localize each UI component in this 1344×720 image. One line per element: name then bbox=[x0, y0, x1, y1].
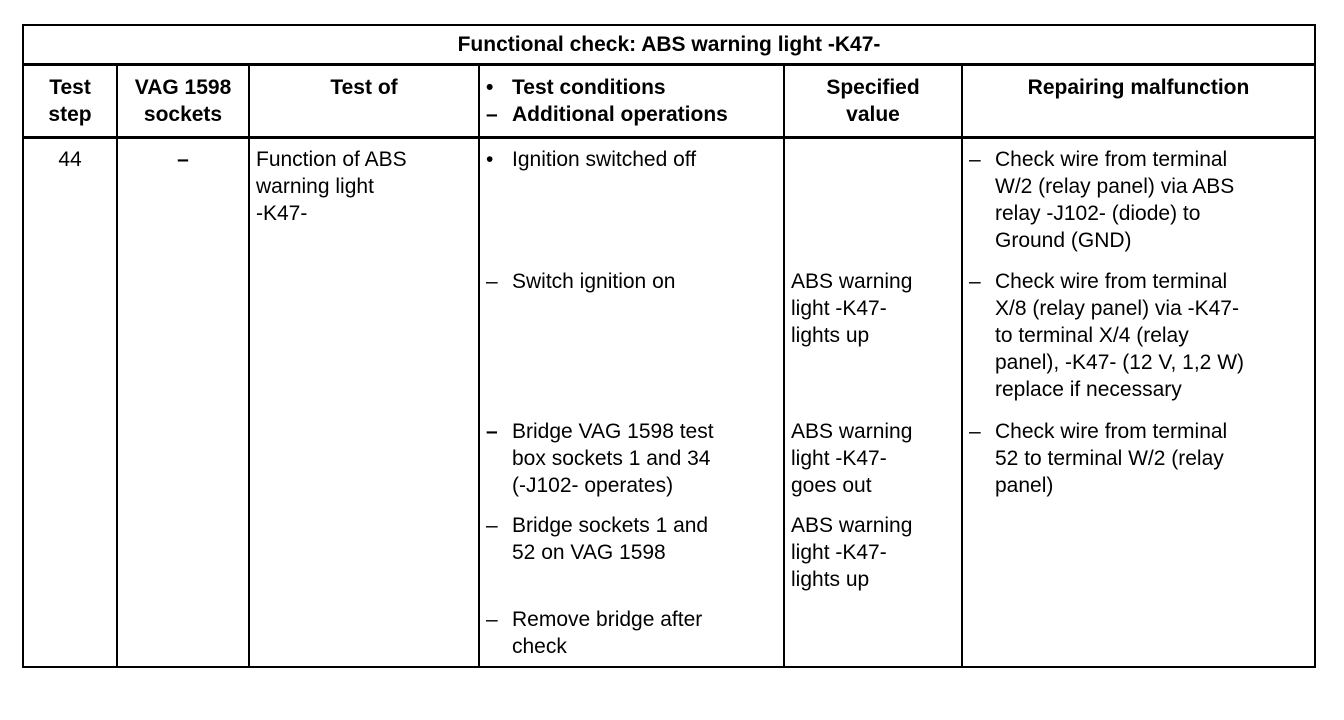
text-line: light -K47- bbox=[791, 541, 887, 564]
text-line: Check wire from terminal bbox=[995, 420, 1228, 443]
dash-marker: – bbox=[486, 270, 498, 293]
text-line: -K47- bbox=[256, 202, 308, 225]
text-line: Remove bridge after bbox=[512, 608, 703, 631]
text-line: relay -J102- (diode) to bbox=[995, 202, 1201, 225]
text-line: replace if necessary bbox=[995, 378, 1182, 401]
header-sockets bbox=[118, 74, 248, 128]
header-conditions bbox=[486, 74, 781, 128]
dash-marker: – bbox=[969, 270, 981, 293]
condition-item bbox=[486, 606, 781, 660]
repair-item bbox=[969, 146, 1312, 254]
condition-item bbox=[486, 146, 781, 173]
header-text: sockets bbox=[143, 103, 223, 126]
specified-value bbox=[791, 418, 959, 499]
text-line: Bridge VAG 1598 test bbox=[512, 420, 714, 443]
text-line: light -K47- bbox=[791, 447, 887, 470]
condition-item bbox=[486, 268, 781, 295]
column-divider bbox=[248, 66, 250, 666]
text-line: Function of ABS bbox=[256, 148, 407, 171]
text-line: warning light bbox=[256, 175, 374, 198]
text-line: (-J102- operates) bbox=[512, 474, 674, 497]
text-line: check bbox=[512, 635, 567, 658]
repair-item bbox=[969, 268, 1312, 403]
text-line: Ignition switched off bbox=[512, 148, 697, 171]
dash-marker: – bbox=[486, 420, 498, 443]
text-line: Check wire from terminal bbox=[995, 270, 1228, 293]
text-line: panel), -K47- (12 V, 1,2 W) bbox=[995, 351, 1245, 374]
text-line: goes out bbox=[791, 474, 872, 497]
table-title: Functional check: ABS warning light -K47- bbox=[24, 26, 1314, 66]
header-text: Test conditions bbox=[512, 76, 666, 99]
column-divider bbox=[961, 66, 963, 666]
dash-marker: – bbox=[486, 103, 498, 126]
column-divider bbox=[783, 66, 785, 666]
text-line: lights up bbox=[791, 324, 870, 347]
text-line: 52 on VAG 1598 bbox=[512, 541, 666, 564]
condition-item bbox=[486, 512, 781, 566]
text-line: to terminal X/4 (relay bbox=[995, 324, 1189, 347]
header-text: Test bbox=[49, 76, 91, 99]
specified-value bbox=[791, 512, 959, 593]
bullet-marker: • bbox=[486, 148, 494, 171]
text-line: panel) bbox=[995, 474, 1054, 497]
sockets-value: – bbox=[177, 148, 189, 171]
repair-item bbox=[969, 418, 1312, 499]
header-divider bbox=[24, 136, 1314, 139]
header-text: Specified bbox=[826, 76, 920, 99]
text-line: lights up bbox=[791, 568, 870, 591]
text-line: ABS warning bbox=[791, 270, 913, 293]
text-line: Bridge sockets 1 and bbox=[512, 514, 709, 537]
header-text: Test of bbox=[330, 76, 398, 99]
header-text: VAG 1598 bbox=[134, 76, 232, 99]
test-step-value: 44 bbox=[58, 148, 82, 171]
text-line: Check wire from terminal bbox=[995, 148, 1228, 171]
header-text: Repairing malfunction bbox=[1027, 76, 1250, 99]
text-line: ABS warning bbox=[791, 514, 913, 537]
test-of-value bbox=[256, 146, 476, 227]
dash-marker: – bbox=[969, 420, 981, 443]
header-test-step bbox=[24, 74, 116, 128]
header-text: Additional operations bbox=[512, 103, 728, 126]
text-line: 52 to terminal W/2 (relay bbox=[995, 447, 1224, 470]
text-line: W/2 (relay panel) via ABS bbox=[995, 175, 1235, 198]
header-text: step bbox=[48, 103, 92, 126]
dash-marker: – bbox=[486, 608, 498, 631]
text-line: box sockets 1 and 34 bbox=[512, 447, 711, 470]
dash-marker: – bbox=[969, 148, 981, 171]
dash-marker: – bbox=[486, 514, 498, 537]
header-text: value bbox=[846, 103, 900, 126]
text-line: light -K47- bbox=[791, 297, 887, 320]
text-line: Ground (GND) bbox=[995, 229, 1132, 252]
specified-value bbox=[791, 268, 959, 349]
bullet-marker: • bbox=[486, 76, 494, 99]
column-divider bbox=[478, 66, 480, 666]
header-repair bbox=[963, 74, 1314, 101]
header-specified bbox=[785, 74, 961, 128]
text-line: ABS warning bbox=[791, 420, 913, 443]
text-line: X/8 (relay panel) via -K47- bbox=[995, 297, 1239, 320]
condition-item bbox=[486, 418, 781, 499]
text-line: Switch ignition on bbox=[512, 270, 676, 293]
functional-check-table bbox=[22, 24, 1316, 668]
header-test-of bbox=[250, 74, 478, 101]
